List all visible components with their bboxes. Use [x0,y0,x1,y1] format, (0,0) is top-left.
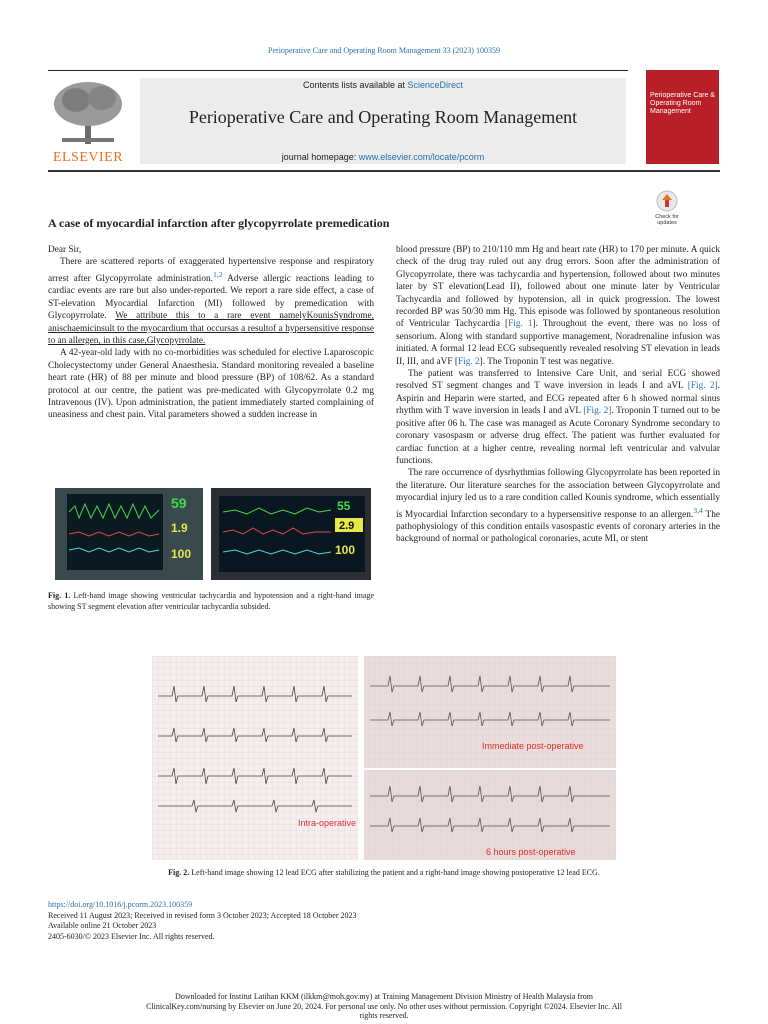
figure-2-caption: Fig. 2. Left-hand image showing 12 lead ECG after stabilizing the patient and a right-hand image showing postoperative 12 lead ECG. [168,868,600,877]
paragraph: The patient was transferred to Intensive Care Unit, and serial ECG showed resolved ST segment changes and T wave inversion in leads I and aVL [Fig. 2]. Aspirin and Heparin were started, and ECG repeated after 6 h showed normal sinus rhythm with T wave inversion in leads I and aVL [Fig. 2]. Troponin T turned out to be positive after 06 h. The case was managed as Acute Coronary Syndrome secondary to coronary vasospasm or adverse drug effect. The patient was further evaluated for cardiac function at a higher centre, revealing normal left ventricular and valvular functions. [396,369,720,466]
check-updates-icon [656,190,678,212]
figure-1 [55,488,371,570]
copyright: 2405-6030/© 2023 Elsevier Inc. All rights reserved. [48,931,215,941]
check-updates-label: Check for updates [655,214,679,226]
fig1-link[interactable]: Fig. 1 [508,319,533,330]
masthead-rule [48,70,628,71]
ecg-6-hours-post-operative [364,770,616,860]
article-footer [48,900,720,942]
monitor-value: 1.9 [171,521,188,535]
salutation: Dear Sir, [48,245,82,255]
fig2-link[interactable]: [Fig. 2] [583,406,612,417]
homepage-link[interactable]: www.elsevier.com/locate/pcorm [358,152,485,162]
ecg-label-immediate: Immediate post-operative [482,741,584,751]
journal-citation: Perioperative Care and Operating Room Management 33 (2023) 100359 [268,46,500,55]
fig2-link[interactable]: Fig. 2 [457,356,480,367]
article-title: A case of myocardial infarction after glycopyrrolate premedication [48,216,390,230]
paragraph: There are scattered reports of exaggerated hypertensive response and respiratory arrest after Glycopyrrolate administration.$^{1,2}$ Adverse allergic reactions leading to cardiac events are rare but also under-reported. We report a rare side effect, a case of ST-elevation Myocardial Infarction (MI) followed by premedication with Glycopyrrolate. We attribute this to a rare event namelyKounisSyndrome, anischaemicinsult to the myocardium that occursas a resultof a hypersensitive response to an allergen, in this case,Glycopyrrolate. [48,257,374,346]
header-rule [48,170,720,172]
monitor-spo2-value: 100 [335,543,356,557]
contents-line: Contents lists available at ScienceDirect [302,80,464,90]
ecg-intra-operative [152,656,358,860]
received-dates: Received 11 August 2023; Received in revised form 3 October 2023; Accepted 18 October 2023 [48,910,357,920]
monitor-value: 2.9 [339,520,355,532]
paragraph: The rare occurrence of dysrhythmias following Glycopyrrolate has been reported in the literature. Our literature searches for the association between Glycopyrrolate and myocardial injury led us to a rare condition called Kounis syndrome, which essentially is Myocardial Infarction secondary to a hypersensitive response to an allergen.$^{3,4}$ The pathophysiology of this condition entails vasospastic events of coronary arteries in the background of normal or pathological coronaries, acute MI, or stent [396,468,720,545]
doi-link[interactable]: https://doi.org/10.1016/j.pcorm.2023.100359 [48,900,193,909]
download-notice: Downloaded for Institut Latihan KKM (ilkkm@moh.gov.my) at Training Management Division Ministry of Health Malaysia from ClinicalKey.com/nursing by Elsevier on June 20, 2024. For personal use only. No other uses without permission. Copyright ©2024. Elsevier Inc. All rights reserved. [146,992,622,1020]
ecg-label-intra: Intra-operative [298,818,357,828]
monitor-photo-left [55,488,203,580]
check-for-updates-button[interactable] [649,190,685,230]
ecg-label-6h: 6 hours post-operative [486,847,576,857]
journal-homepage: journal homepage: www.elsevier.com/locate/pcorm [281,152,485,162]
column-right [396,244,720,546]
reference-link[interactable]: 3,4 [693,505,703,515]
journal-cover-title: Perioperative Care & Operating Room Management [650,92,715,115]
monitor-hr-value: 55 [337,499,351,513]
journal-title: Perioperative Care and Operating Room Management [188,107,578,127]
paragraph: A 42-year-old lady with no co-morbidities was scheduled for elective Laparoscopic Cholecystectomy under General Anaesthesia. Standard monitoring revealed a baseline heart rate (HR) of 88 per minute and blood pressure (BP) of 108/62. As a standard protocol at our centre, the patient was pre-medicated with Glycopyrrolate 0.2 mg Intravenous (IV). Upon administration, the patient immediately started complaining of uneasiness and chest pain. Vital parameters showed a sudden increase in [48,348,374,421]
fig2-link[interactable]: [Fig. 2] [687,381,718,392]
figure-2 [152,656,616,860]
monitor-spo2-value: 100 [171,547,192,561]
figure-1-caption: Fig. 1. Left-hand image showing ventricular tachycardia and hypotension and a right-hand image showing ST segment elevation after ventricular tachycardia subsided. [48,591,375,611]
monitor-hr-value: 59 [171,495,187,511]
available-online: Available online 21 October 2023 [48,921,157,930]
column-left [48,244,374,422]
elsevier-wordmark: ELSEVIER [52,150,124,165]
journal-cover [646,70,719,164]
paragraph: blood pressure (BP) to 210/110 mm Hg and heart rate (HR) to 170 per minute. A quick check of the drug tray ruled out any drug errors. Soon after the administration of Glycopyrrolate, there was tachycardia and hypertension, followed about two minutes later by ST elevation(Lead II), followed about one minute later by Ventricular Tachycardia and followed by hypotension, all in quick progression. The lowest recorded BP was 50/30 mm Hg. This episode was followed by spontaneous resolution of Ventricular Tachycardia [Fig. 1]. Throughout the event, there was no loss of sensorium. Along with standard supportive management, Noradrenaline infusion was initiated. A formal 12 lead ECG subsequently revealed resolving ST elevation in leads II, III, and aVF [Fig. 2]. The Troponin T test was negative. [396,245,720,367]
ecg-immediate-post-operative [364,656,616,768]
monitor-photo-right [211,488,371,580]
sciencedirect-link[interactable]: ScienceDirect [407,80,464,90]
reference-link[interactable]: 1,2 [212,269,223,279]
